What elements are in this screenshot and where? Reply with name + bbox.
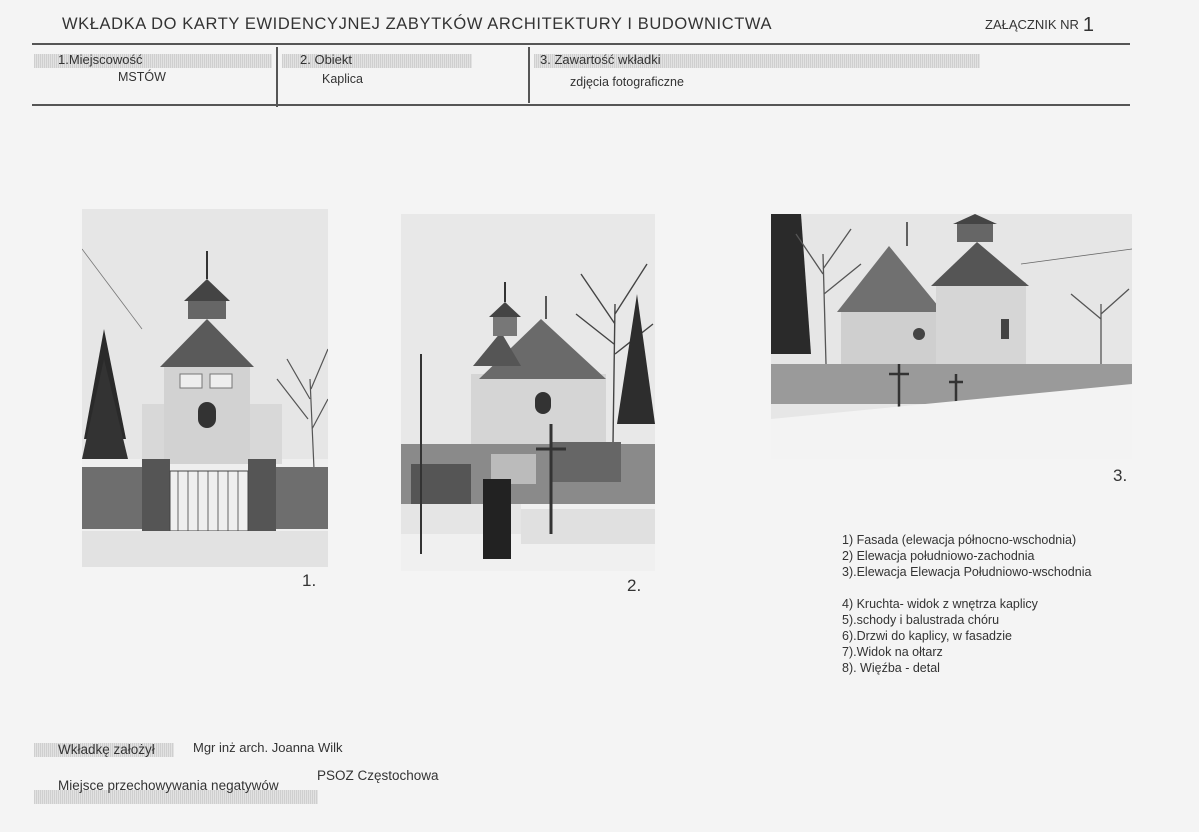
chapel-southeast-image: [771, 214, 1132, 459]
object-label: 2. Obiekt: [300, 52, 353, 67]
photo-2: [401, 214, 655, 571]
legend-item: 3).Elewacja Elewacja Południowo-wschodnia: [842, 565, 1092, 579]
photo-3-number: 3.: [1113, 466, 1128, 485]
legend-item: 1) Fasada (elewacja północno-wschodnia): [842, 533, 1077, 547]
field-divider: [528, 47, 530, 103]
negatives-label: Miejsce przechowywania negatywów: [58, 778, 279, 793]
annex-text: ZAŁĄCZNIK NR: [985, 17, 1079, 32]
legend-item: 7).Widok na ołtarz: [842, 645, 943, 659]
contents-label: 3. Zawartość wkładki: [540, 52, 661, 67]
photo-2-number: 2.: [627, 576, 642, 595]
legend-item: 4) Kruchta- widok z wnętrza kaplicy: [842, 597, 1038, 611]
photo-3: [771, 214, 1132, 459]
annex-label: [985, 14, 1094, 37]
annex-number: 1: [1082, 14, 1095, 36]
chapel-southwest-image: [401, 214, 655, 571]
legend-item: 2) Elewacja południowo-zachodnia: [842, 549, 1035, 563]
chapel-facade-image: [82, 209, 328, 567]
photo-1-number: 1.: [302, 571, 317, 590]
founder-label: Wkładkę założył: [58, 742, 155, 757]
contents-value: zdjęcia fotograficzne: [570, 75, 684, 89]
field-divider: [276, 47, 278, 107]
founder-value: Mgr inż arch. Joanna Wilk: [193, 740, 343, 755]
header-rule: [32, 43, 1130, 45]
photo-1: [82, 209, 328, 567]
legend-item: 8). Więźba - detal: [842, 661, 940, 675]
legend-gap: [842, 580, 1091, 596]
locality-value: MSTÓW: [118, 70, 166, 84]
photo-legend: [842, 532, 1091, 676]
legend-item: 6).Drzwi do kaplicy, w fasadzie: [842, 629, 1012, 643]
fields-rule: [32, 104, 1130, 106]
negatives-value: PSOZ Częstochowa: [317, 768, 439, 783]
object-value: Kaplica: [322, 72, 363, 86]
locality-label: 1.Miejscowość: [58, 52, 143, 67]
legend-item: 5).schody i balustrada chóru: [842, 613, 1000, 627]
document-title: WKŁADKA DO KARTY EWIDENCYJNEJ ZABYTKÓW ARCHITEKTURY I BUDOWNICTWA: [62, 15, 773, 33]
